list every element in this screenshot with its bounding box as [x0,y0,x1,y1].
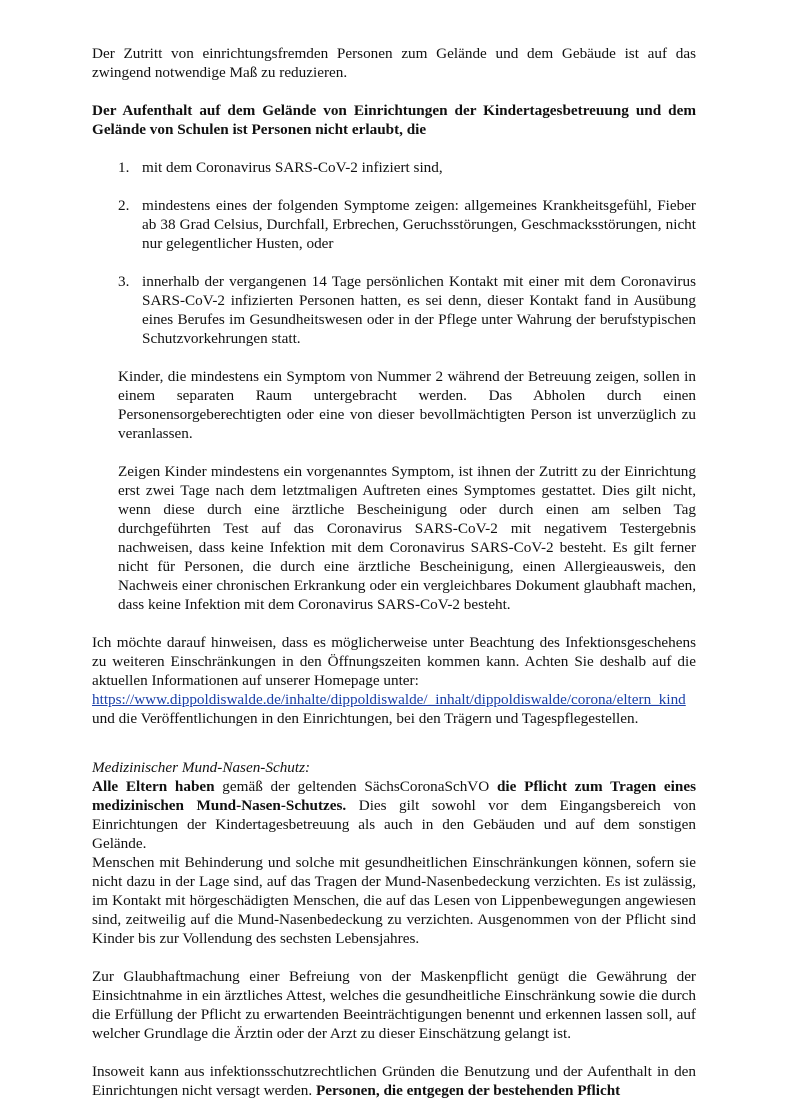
list-item-text: mit dem Coronavirus SARS-CoV-2 infiziert sind, [142,159,443,176]
section-heading: Der Aufenthalt auf dem Gelände von Einrichtungen der Kindertagesbetreuung und dem Gelände von Schulen ist Personen nicht erlaubt, die [92,102,696,138]
mask-bold-obligation: die Pflicht zum Tragen eines medizinischen Mund-Nasen-Schutzes. [92,778,696,814]
mask-obligation-paragraph [92,777,696,853]
mask-exemption-paragraph: Menschen mit Behinderung und solche mit gesundheitlichen Einschränkungen können, sofern sie nicht dazu in der Lage sind, auf das Tragen der Mund-Nasenbedeckung verzichten. Es ist zulässig, im Kontakt mit hörgeschädigten Menschen, die auf das Lesen von Lippenbewegungen angewiesen sind, zeitweilig auf die Mund-Nasenbedeckung zu verzichten. Ausgenommen von der Pflicht sind Kinder bis zur Vollendung des sechsten Lebensjahres. [92,854,696,947]
homepage-notice-after: und die Veröffentlichungen in den Einrichtungen, bei den Trägern und Tagespflegestellen. [92,710,639,727]
attest-paragraph: Zur Glaubhaftmachung einer Befreiung von der Maskenpflicht genügt die Gewährung der Einsichtnahme in ein ärztliches Attest, welches die gesundheitliche Einschränkung sowie die durch die Erfüllung der Pflicht zu erwartenden Beeinträchtigungen benennt und erkennen lassen soll, auf welcher Grundlage die Ärztin oder der Arzt zu dieser Einschätzung gelangt ist. [92,968,696,1042]
intro-paragraph: Der Zutritt von einrichtungsfremden Personen zum Gelände und dem Gebäude ist auf das zwingend notwendige Maß zu reduzieren. [92,45,696,81]
homepage-link[interactable]: https://www.dippoldiswalde.de/inhalte/dippoldiswalde/_inhalt/dippoldiswalde/corona/eltern_kind [92,691,686,708]
homepage-notice-text: Ich möchte darauf hinweisen, dass es möglicherweise unter Beachtung des Infektionsgeschehens zu weiteren Einschränkungen in den Öffnungszeiten kommen kann. Achten Sie deshalb auf die aktuellen Informationen auf unserer Homepage unter: [92,634,696,689]
list-item [92,158,696,177]
document-page [92,44,696,1100]
mask-text-scope: Dies gilt sowohl vor dem Eingangsbereich von Einrichtungen der Kindertagesbetreuung als auch in den Gebäuden und auf dem sonstigen Gelände. [92,797,696,852]
list-item [92,272,696,348]
closing-paragraph [92,1062,696,1100]
list-item-number: 2. [118,197,130,214]
mask-section [92,758,696,948]
restriction-list [92,158,696,348]
mask-section-title: Medizinischer Mund-Nasen-Schutz: [92,759,311,776]
symptom-exception-paragraph: Zeigen Kinder mindestens ein vorgenanntes Symptom, ist ihnen der Zutritt zu der Einrichtung erst zwei Tage nach dem letztmaligen Auftreten eines Symptomes gestattet. Dies gilt nicht, wenn diese durch eine ärztliche Bescheinigung oder durch einen am selben Tag durchgeführten Test auf das Coronavirus SARS-CoV-2 mit negativem Testergebnis nachweisen, dass keine Infektion mit dem Coronavirus SARS-CoV-2 besteht. Es gilt ferner nicht für Personen, die durch eine ärztliche Bescheinigung, einen Allergieausweis, den Nachweis einer chronischen Erkrankung oder ein vergleichbares Dokument glaubhaft machen, dass keine Infektion mit dem Coronavirus SARS-CoV-2 besteht. [118,463,696,613]
children-symptom-paragraph: Kinder, die mindestens ein Symptom von Nummer 2 während der Betreuung zeigen, sollen in einem separaten Raum untergebracht werden. Das Abholen durch einen Personensorgeberechtigten oder eine von dieser bevollmächtigten Person ist unverzüglich zu veranlassen. [118,368,696,442]
list-item [92,196,696,253]
list-item-number: 3. [118,273,130,290]
homepage-notice [92,633,696,728]
mask-bold-parents: Alle Eltern haben [92,778,215,795]
closing-bold-text: Personen, die entgegen der bestehenden Pflicht [315,1082,621,1099]
list-item-text: mindestens eines der folgenden Symptome zeigen: allgemeines Krankheitsgefühl, Fieber ab 38 Grad Celsius, Durchfall, Erbrechen, Geruchsstörungen, Geschmacksstörungen, nicht nur gelegentlicher Husten, oder [142,197,696,252]
list-item-text: innerhalb der vergangenen 14 Tage persönlichen Kontakt mit einer mit dem Coronavirus SARS-CoV-2 infizierten Personen hatten, es sei denn, dieser Kontakt fand in Ausübung eines Berufes im Gesundheitswesen oder in der Pflege unter Wahrung der berufstypischen Schutzvorkehrungen statt. [142,273,696,347]
closing-text: Insoweit kann aus infektionsschutzrechtlichen Gründen die Benutzung und der Aufenthalt in den Einrichtungen nicht versagt werden. [92,1063,696,1099]
list-item-number: 1. [118,159,130,176]
mask-text-regulation: gemäß der geltenden SächsCoronaSchVO [214,778,497,795]
